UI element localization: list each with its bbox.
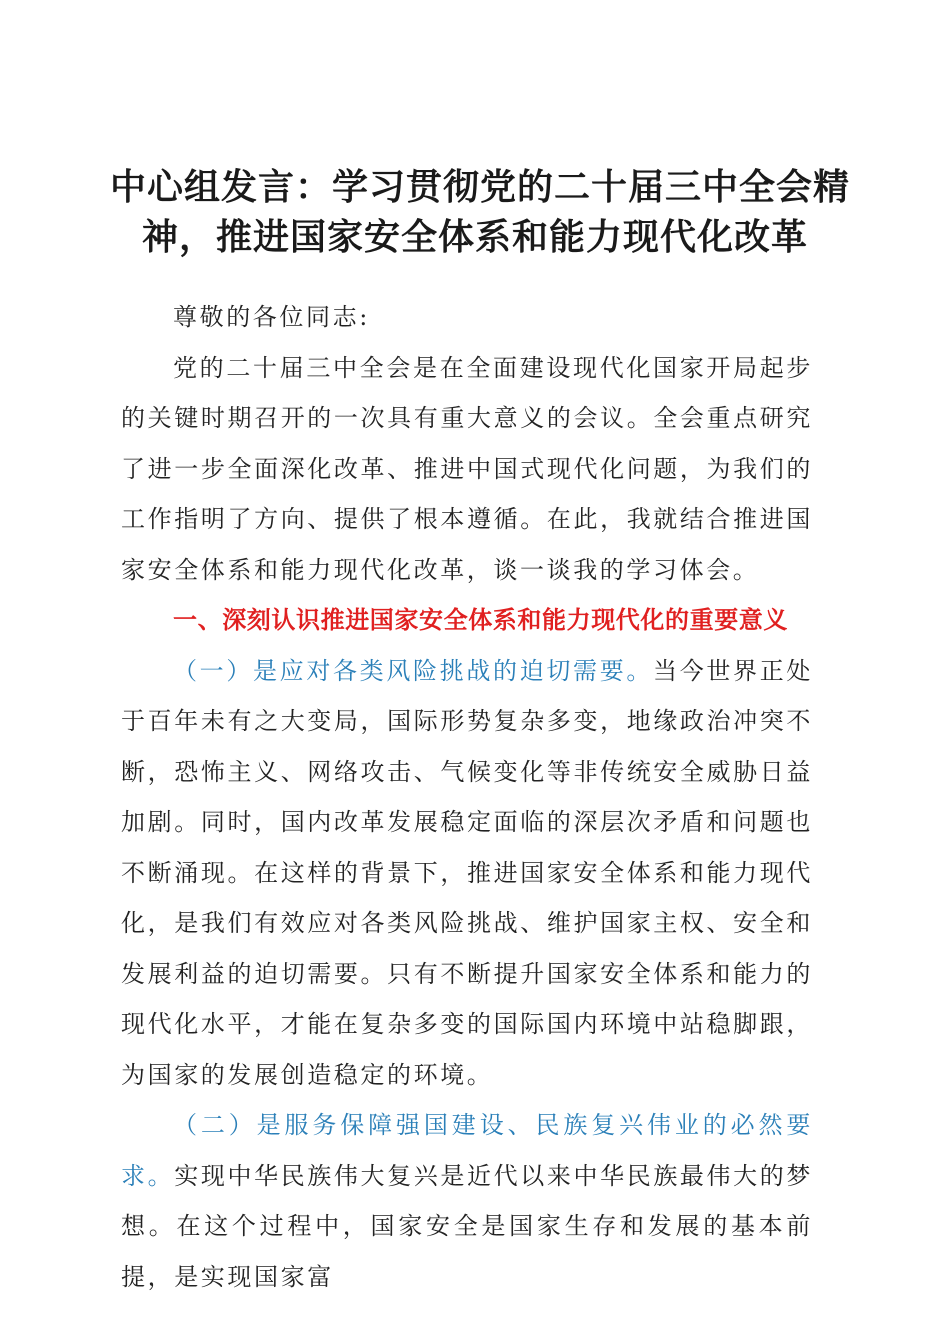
point-1-text: 当今世界正处于百年未有之大变局，国际形势复杂多变，地缘政治冲突不断，恐怖主义、网络攻击、气候变化等非传统安全威胁日益加剧。同时，国内改革发展稳定面临的深层次矛盾和问题也不断涌现。在这样的背景下，推进国家安全体系和能力现代化，是我们有效应对各类风险挑战、维护国家主权、安全和发展利益的迫切需要。只有不断提升国家安全体系和能力的现代化水平，才能在复杂多变的国际国内环境中站稳脚跟，为国家的发展创造稳定的环境。 [121, 656, 813, 1089]
point-1-paragraph [121, 646, 813, 1101]
intro-paragraph: 党的二十届三中全会是在全面建设现代化国家开局起步的关键时期召开的一次具有重大意义的会议。全会重点研究了进一步全面深化改革、推进中国式现代化问题，为我们的工作指明了方向、提供了根本遵循。在此，我就结合推进国家安全体系和能力现代化改革，谈一谈我的学习体会。 [121, 353, 813, 584]
title-line-1: 中心组发言：学习贯彻党的二十届三中全会精 [110, 166, 851, 208]
point-1-heading: （一）是应对各类风险挑战的迫切需要。 [173, 656, 654, 685]
document-body [121, 292, 813, 1302]
title-line-2: 神，推进国家安全体系和能力现代化改革 [141, 216, 808, 258]
greeting: 尊敬的各位同志: [173, 303, 370, 331]
point-2-paragraph [121, 1100, 813, 1302]
point-2-heading: （二）是服务保障强国建设、民族复兴伟业的必然要求。 [121, 1111, 813, 1190]
document-title [110, 162, 851, 262]
section-1-heading: 一、深刻认识推进国家安全体系和能力现代化的重要意义 [173, 606, 788, 634]
point-2-text: 实现中华民族伟大复兴是近代以来中华民族最伟大的梦想。在这个过程中，国家安全是国家生存和发展的基本前提，是实现国家富 [121, 1161, 813, 1291]
